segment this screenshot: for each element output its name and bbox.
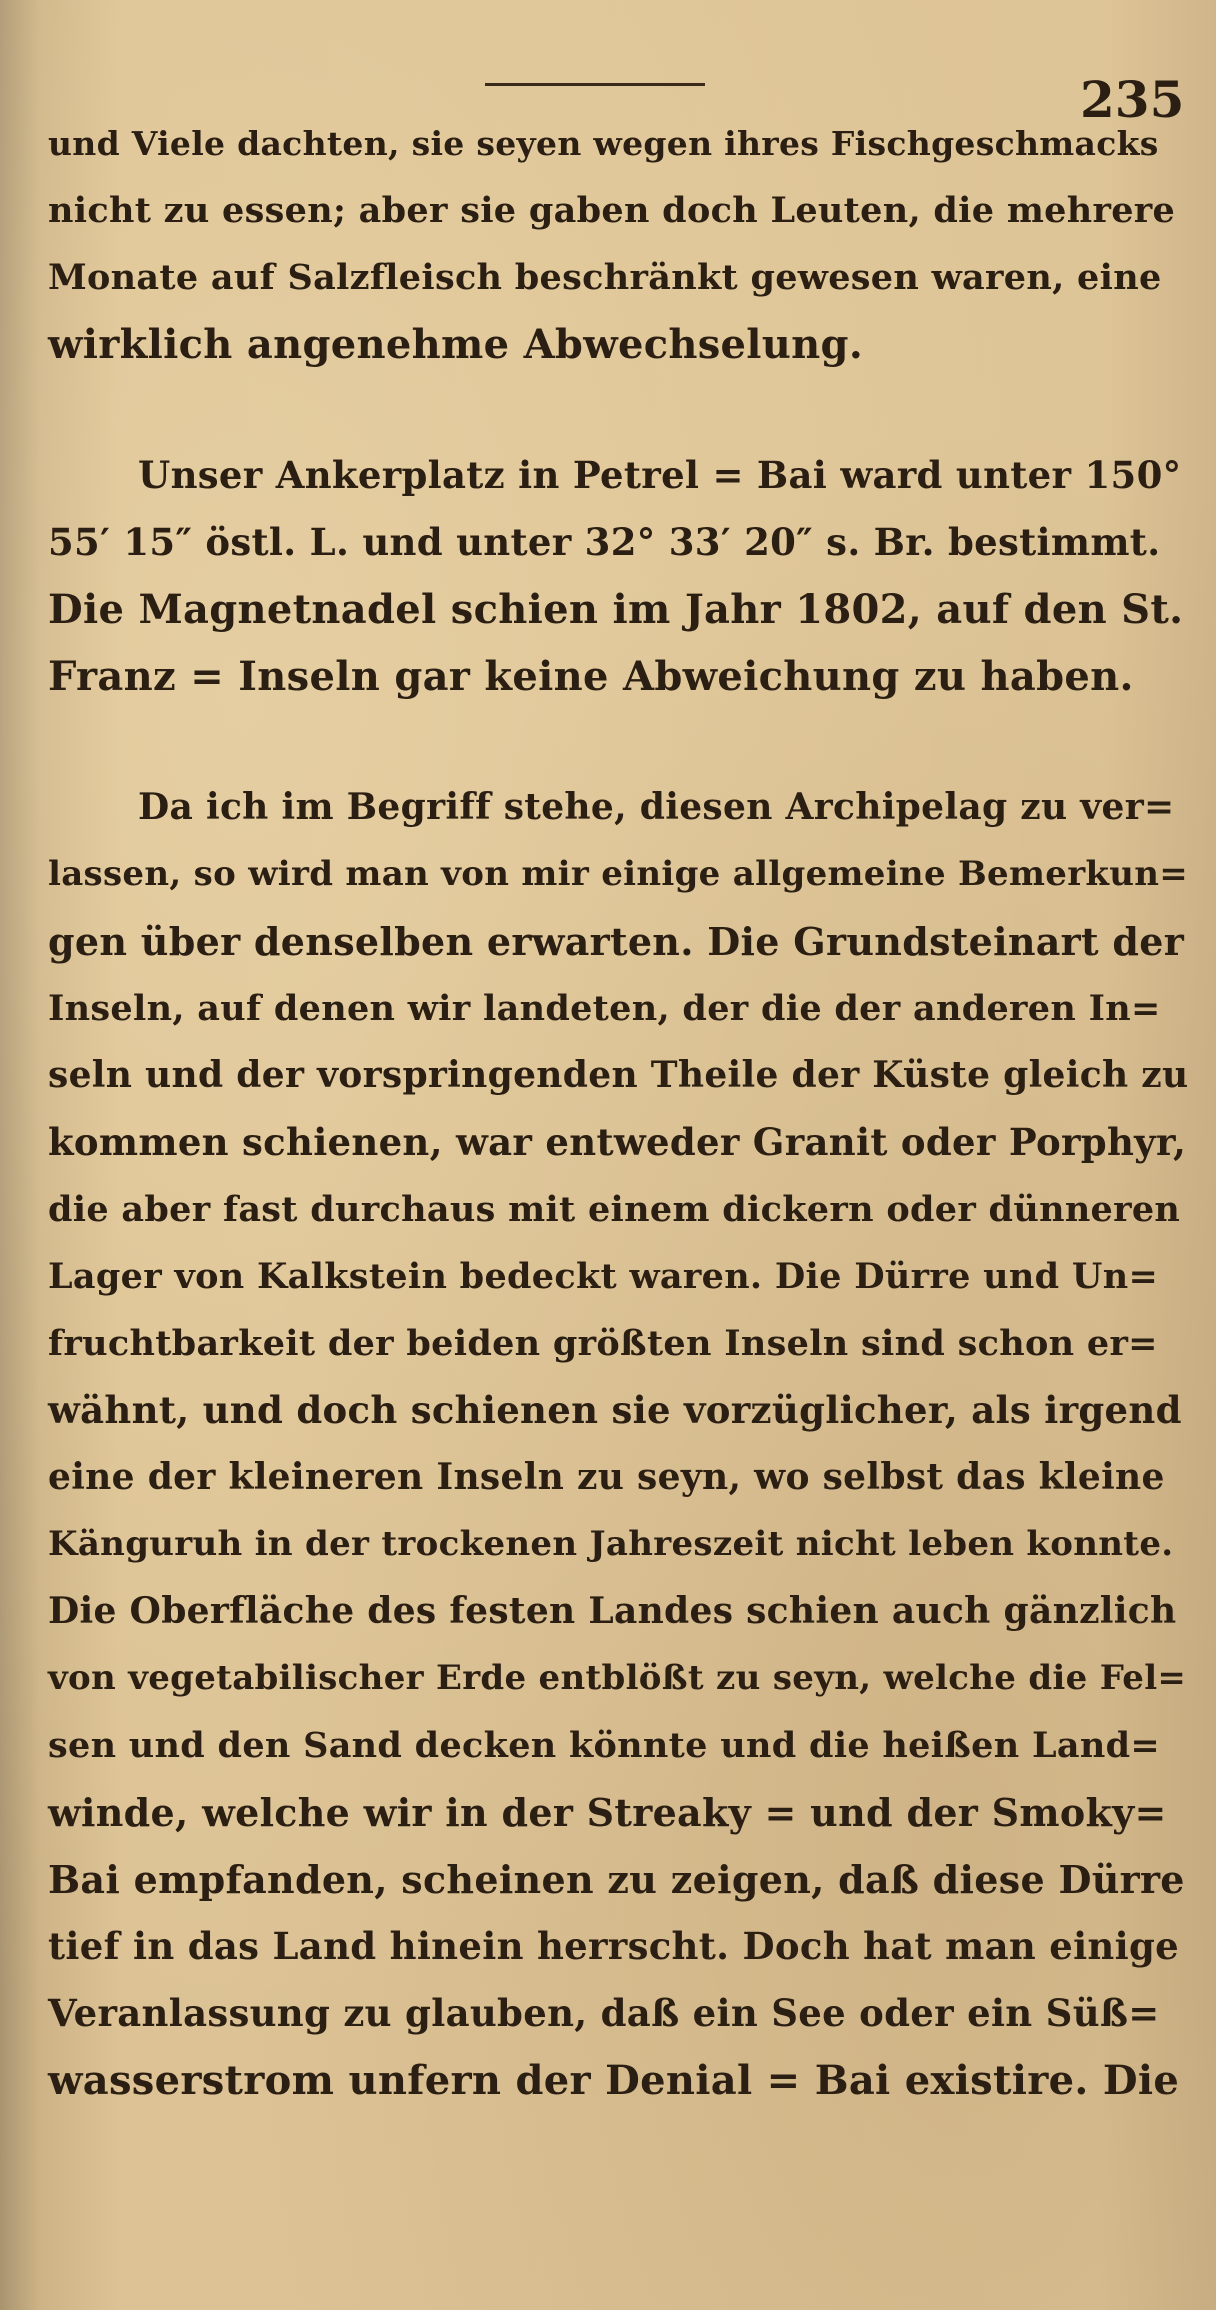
text-line: Da ich im Begriff stehe, diesen Archipelag zu ver= <box>138 786 1175 828</box>
text-line: 55′ 15″ östl. L. und unter 32° 33′ 20″ s. Br. bestimmt. <box>48 520 1161 564</box>
text-line: Unser Ankerplatz in Petrel = Bai ward unter 150° <box>138 453 1182 497</box>
page-number: 235 <box>1080 70 1185 129</box>
text-line: wähnt, und doch schienen sie vorzüglicher, als irgend <box>48 1388 1182 1432</box>
header-rule <box>485 83 705 86</box>
text-line: lassen, so wird man von mir einige allgemeine Bemerkun= <box>48 854 1189 894</box>
text-line: Bai empfanden, scheinen zu zeigen, daß diese Dürre <box>48 1857 1185 1902</box>
text-line: gen über denselben erwarten. Die Grundsteinart der <box>48 919 1185 964</box>
text-line: Franz = Inseln gar keine Abweichung zu haben. <box>48 653 1134 700</box>
text-line: winde, welche wir in der Streaky = und der Smoky= <box>48 1790 1167 1835</box>
text-line: von vegetabilischer Erde entblößt zu seyn, welche die Fel= <box>48 1658 1187 1698</box>
text-line: nicht zu essen; aber sie gaben doch Leuten, die mehrere <box>48 190 1176 231</box>
paragraph-gap <box>48 710 1188 774</box>
text-line: tief in das Land hinein herrscht. Doch hat man einige <box>48 1924 1179 1968</box>
text-line: und Viele dachten, sie seyen wegen ihres Fischgeschmacks <box>48 124 1159 163</box>
paragraph-gap <box>48 378 1188 442</box>
body-text <box>48 110 1188 2114</box>
text-line: eine der kleineren Inseln zu seyn, wo selbst das kleine <box>48 1456 1165 1498</box>
text-line: Lager von Kalkstein bedeckt waren. Die Dürre und Un= <box>48 1256 1159 1297</box>
text-line: fruchtbarkeit der beiden größten Inseln sind schon er= <box>48 1323 1158 1364</box>
text-line: kommen schienen, war entweder Granit oder Porphyr, <box>48 1120 1187 1164</box>
text-line: Die Magnetnadel schien im Jahr 1802, auf den St. <box>48 586 1184 633</box>
text-line: die aber fast durchaus mit einem dickern oder dünneren <box>48 1189 1181 1230</box>
text-line: Känguruh in der trockenen Jahreszeit nicht leben konnte. <box>48 1524 1174 1564</box>
text-line: sen und den Sand decken könnte und die heißen Land= <box>48 1725 1161 1766</box>
text-line: Veranlassung zu glauben, daß ein See oder ein Süß= <box>48 1991 1160 2035</box>
text-line: wirklich angenehme Abwechselung. <box>48 321 864 368</box>
text-line: wasserstrom unfern der Denial = Bai existire. Die <box>48 2057 1180 2104</box>
text-line: Inseln, auf denen wir landeten, der die der anderen In= <box>48 988 1161 1029</box>
text-line: Monate auf Salzfleisch beschränkt gewesen waren, eine <box>48 257 1162 298</box>
text-line: seln und der vorspringenden Theile der Küste gleich zu <box>48 1054 1189 1096</box>
text-line: Die Oberfläche des festen Landes schien auch gänzlich <box>48 1590 1177 1632</box>
